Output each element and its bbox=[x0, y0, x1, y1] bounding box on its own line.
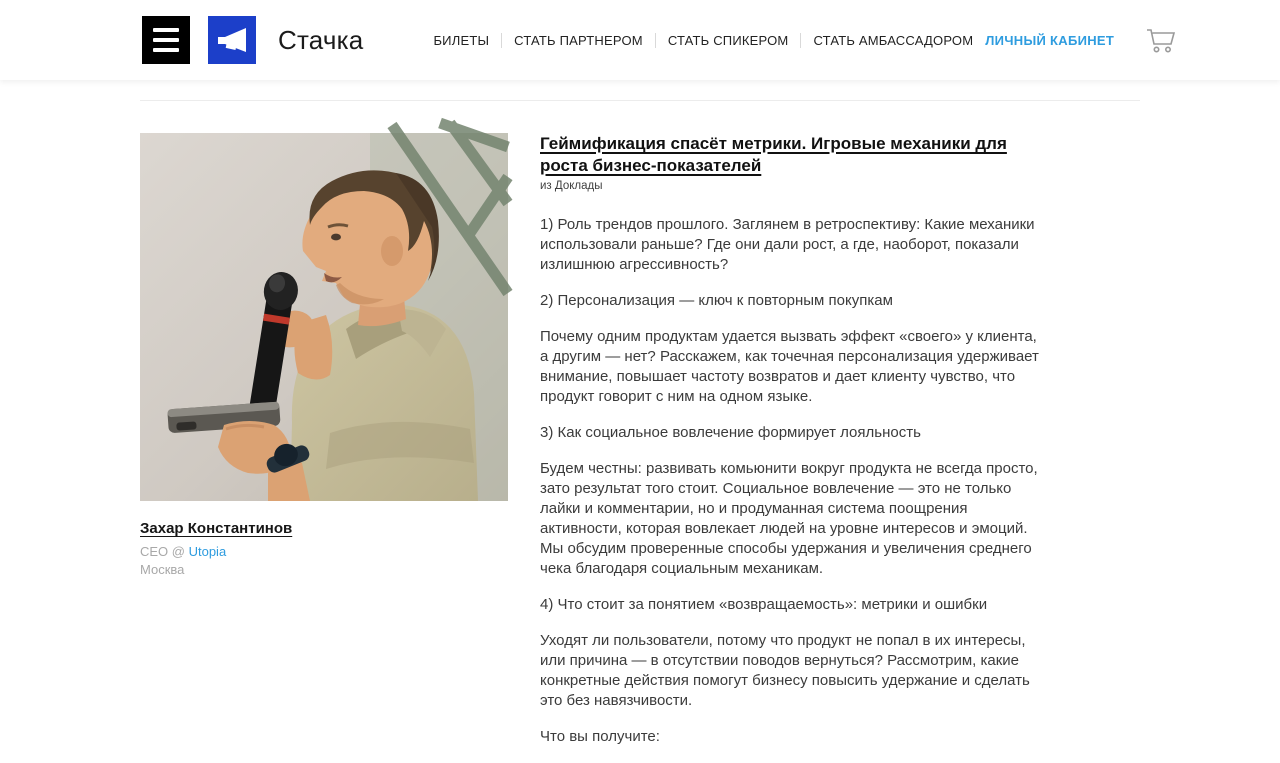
main-nav bbox=[421, 31, 985, 50]
talk-category-prefix: из bbox=[540, 180, 555, 192]
nav-tickets[interactable]: БИЛЕТЫ bbox=[433, 32, 490, 48]
talk-paragraph: Почему одним продуктам удается вызвать эффект «своего» у клиента, а другим — нет? Расскажем, как точечная персонализация удерживает внимание, повышает частоту возвратов и дает клиенту чувство, что продукт говорит с ним на одном языке. bbox=[540, 328, 1039, 405]
speaker-role-prefix: CEO @ bbox=[140, 544, 189, 559]
talk-category-value: Доклады bbox=[554, 180, 603, 192]
speaker-photo bbox=[140, 133, 508, 501]
brand-title[interactable]: Стачка bbox=[278, 24, 364, 55]
nav-become-partner[interactable]: СТАТЬ ПАРТНЕРОМ bbox=[514, 32, 643, 48]
talk-details bbox=[540, 133, 1040, 763]
speaker-company-link[interactable]: Utopia bbox=[188, 544, 227, 559]
talk-paragraph: Что вы получите: bbox=[540, 728, 660, 745]
speaker-city: Москва bbox=[140, 562, 185, 577]
site-logo[interactable] bbox=[208, 16, 256, 64]
talk-paragraph: 4) Что стоит за понятием «возвращаемость»: метрики и ошибки bbox=[540, 596, 988, 613]
talk-paragraph: Уходят ли пользователи, потому что продукт не попал в их интересы, или причина — в отсутствии поводов вернуться? Рассмотрим, какие конкретные действия помогут бизнесу повысить удержание и сделать это без навязчивости. bbox=[540, 632, 1030, 709]
speaker-name-link[interactable]: Захар Константинов bbox=[140, 520, 293, 537]
talk-category bbox=[540, 180, 1040, 192]
talk-paragraph: 3) Как социальное вовлечение формирует лояльность bbox=[540, 424, 921, 441]
talk-paragraph: 1) Роль трендов прошлого. Заглянем в ретроспективу: Какие механики использовали раньше? Где они дали рост, а где, наоборот, показали излишнюю агрессивность? bbox=[540, 216, 1035, 273]
talk-description bbox=[540, 215, 1040, 747]
hamburger-menu-icon[interactable] bbox=[142, 16, 190, 64]
personal-account-link[interactable]: ЛИЧНЫЙ КАБИНЕТ bbox=[985, 32, 1115, 48]
megaphone-icon bbox=[215, 25, 249, 55]
talk-paragraph: 2) Персонализация — ключ к повторным покупкам bbox=[540, 292, 893, 309]
talk-paragraph: Будем честны: развивать комьюнити вокруг продукта не всегда просто, зато результат того стоит. Социальное вовлечение — это не только лайки и комментарии, но и продуманная система поощрения активности, которая вовлекает людей на уровне интересов и эмоций. Мы обсудим проверенные способы удержания и увеличения среднего чека благодаря социальным механикам. bbox=[540, 460, 1038, 577]
speaker-role bbox=[140, 544, 508, 559]
nav-become-speaker[interactable]: СТАТЬ СПИКЕРОМ bbox=[667, 32, 789, 48]
nav-become-ambassador[interactable]: СТАТЬ АМБАССАДОРОМ bbox=[813, 32, 974, 48]
speaker-card bbox=[140, 133, 508, 763]
main-content bbox=[140, 100, 1140, 763]
shopping-cart-icon[interactable] bbox=[1144, 25, 1178, 55]
talk-title-link[interactable]: Геймификация спасёт метрики. Игровые механики для роста бизнес-показателей bbox=[540, 134, 1007, 175]
section-divider bbox=[140, 100, 1140, 101]
site-header bbox=[0, 0, 1280, 80]
